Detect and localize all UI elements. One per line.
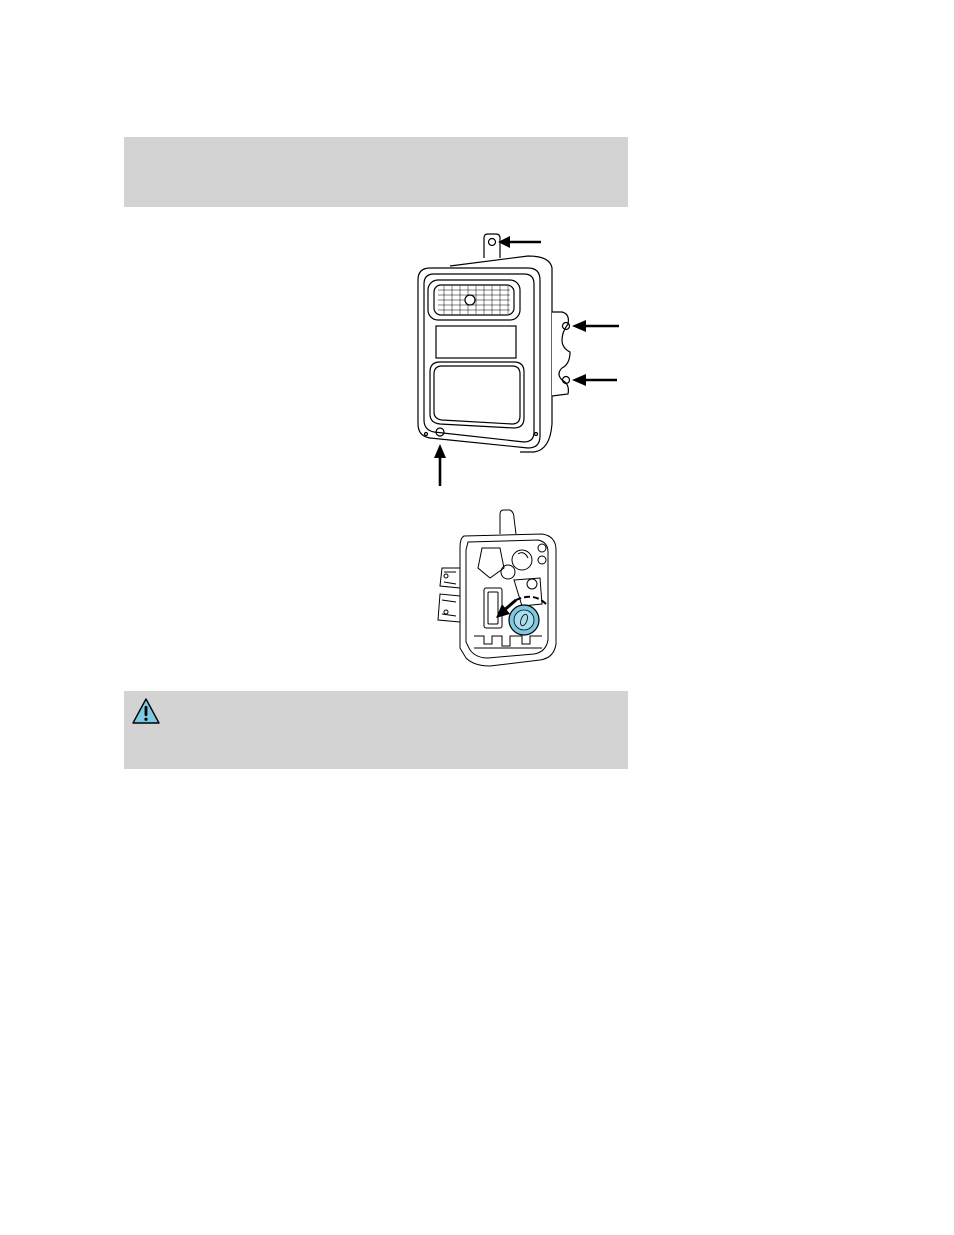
headlamp-rear-illustration — [430, 508, 570, 673]
warning-box — [124, 691, 628, 769]
headlamp-front-illustration — [400, 228, 630, 490]
warning-triangle-icon — [131, 697, 161, 725]
section-header-bar — [124, 137, 628, 207]
